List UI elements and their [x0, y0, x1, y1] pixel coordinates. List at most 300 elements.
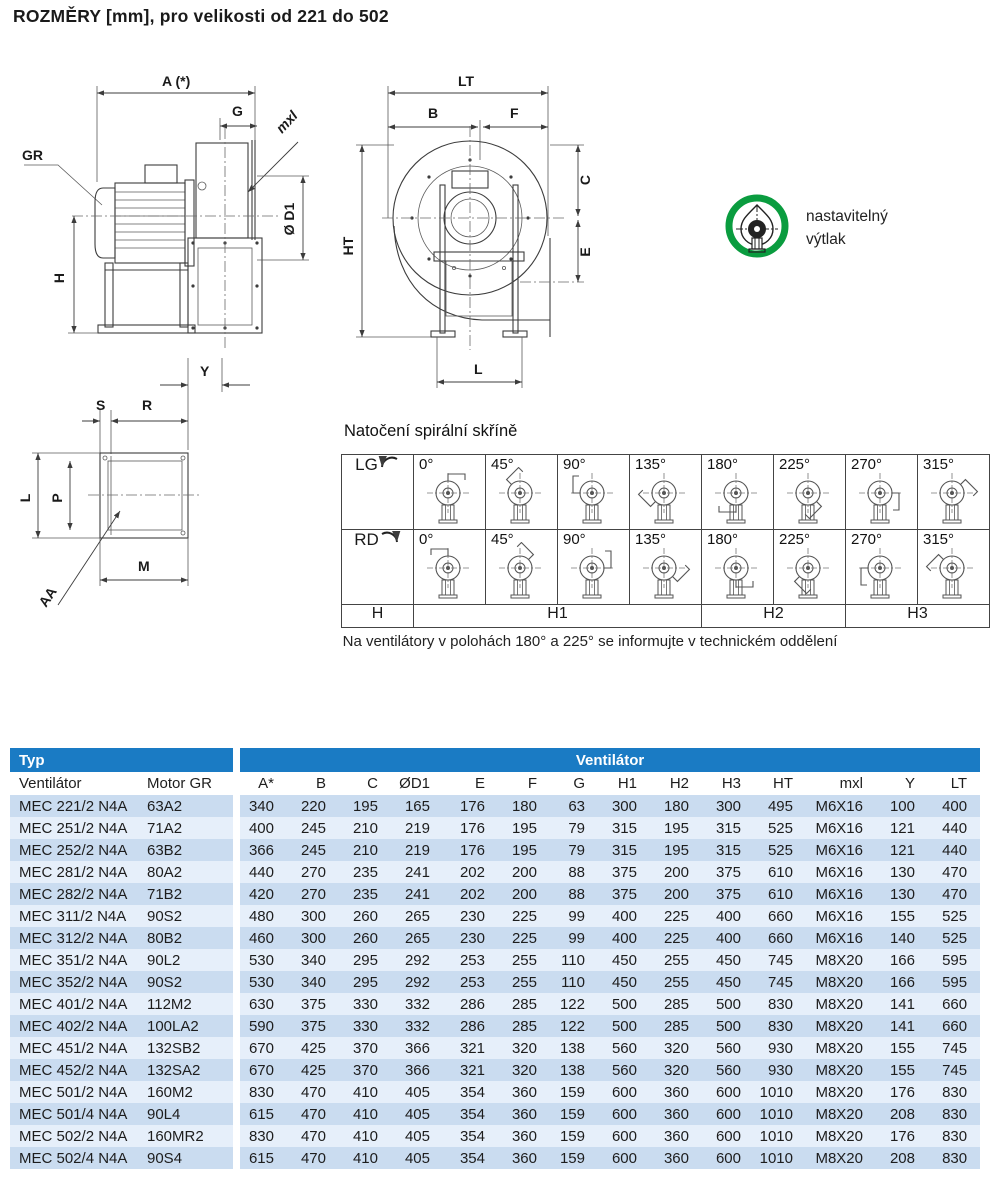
cell-dimension: M8X20 [806, 1125, 876, 1147]
page-title: ROZMĚRY [mm], pro velikosti od 221 do 502 [13, 6, 389, 26]
cell-dimension: 595 [928, 949, 980, 971]
dim-label-m: M [138, 558, 150, 574]
cell-dimension: 525 [928, 905, 980, 927]
cell-ventilator-type: MEC 311/2 N4A [10, 905, 145, 927]
cell-dimension: 560 [598, 1059, 650, 1081]
cell-dimension: 176 [876, 1125, 928, 1147]
cell-dimension: M6X16 [806, 861, 876, 883]
column-header-g: G [550, 772, 598, 795]
cell-dimension: 285 [498, 993, 550, 1015]
column-separator [233, 927, 240, 949]
cell-dimension: 600 [702, 1125, 754, 1147]
column-separator [233, 748, 240, 772]
dim-label-r: R [142, 397, 153, 413]
cell-dimension: 360 [498, 1103, 550, 1125]
cell-dimension: 600 [598, 1125, 650, 1147]
column-separator [233, 772, 240, 795]
cell-ventilator-type: MEC 252/2 N4A [10, 839, 145, 861]
table-row [10, 1081, 980, 1103]
dim-label-e: E [577, 247, 593, 257]
dim-label-c: C [577, 174, 593, 186]
badge-label-line1: nastavitelný [806, 207, 888, 225]
cell-motor-gr: 63A2 [145, 795, 233, 817]
cell-motor-gr: 63B2 [145, 839, 233, 861]
cell-dimension: 500 [598, 1015, 650, 1037]
cell-ventilator-type: MEC 352/2 N4A [10, 971, 145, 993]
badge-label [806, 205, 888, 252]
cell-dimension: 405 [391, 1147, 443, 1169]
cell-dimension: 500 [598, 993, 650, 1015]
cell-ventilator-type: MEC 501/2 N4A [10, 1081, 145, 1103]
cell-dimension: 470 [928, 861, 980, 883]
column-header-lt: LT [928, 772, 980, 795]
dim-label-y: Y [200, 363, 210, 379]
cell-dimension: 166 [876, 971, 928, 993]
cell-dimension: 495 [754, 795, 806, 817]
column-separator [233, 883, 240, 905]
volute-icon [925, 542, 983, 602]
side-view-drawing [10, 70, 332, 362]
cell-dimension: 745 [928, 1037, 980, 1059]
cell-dimension: 405 [391, 1103, 443, 1125]
column-separator [233, 971, 240, 993]
table-row [10, 1015, 980, 1037]
cell-dimension: 360 [498, 1125, 550, 1147]
column-separator [233, 817, 240, 839]
cell-dimension: 354 [443, 1147, 498, 1169]
cell-dimension: 450 [702, 971, 754, 993]
cell-dimension: 375 [702, 883, 754, 905]
cell-dimension: 180 [650, 795, 702, 817]
column-header-mxl: mxl [806, 772, 876, 795]
cell-dimension: 176 [443, 795, 498, 817]
volute-icon [925, 467, 983, 527]
cell-dimension: 321 [443, 1059, 498, 1081]
cell-dimension: 354 [443, 1103, 498, 1125]
rotation-angle: 225° [779, 456, 811, 473]
rotation-cell [702, 530, 774, 605]
cell-dimension: 285 [498, 1015, 550, 1037]
table-row [10, 1103, 980, 1125]
cell-dimension: M6X16 [806, 839, 876, 861]
cell-dimension: M8X20 [806, 993, 876, 1015]
cell-ventilator-type: MEC 452/2 N4A [10, 1059, 145, 1081]
cell-dimension: 159 [550, 1103, 598, 1125]
column-header-d1: ØD1 [391, 772, 443, 795]
table-row [10, 817, 980, 839]
cell-dimension: 1010 [754, 1081, 806, 1103]
cell-dimension: 195 [650, 817, 702, 839]
cell-dimension: 110 [550, 971, 598, 993]
cell-dimension: 615 [240, 1147, 287, 1169]
cell-dimension: 340 [287, 949, 339, 971]
dim-label-l: L [17, 493, 33, 503]
cell-dimension: 100 [876, 795, 928, 817]
cell-dimension: 270 [287, 861, 339, 883]
column-separator [233, 839, 240, 861]
cell-dimension: M6X16 [806, 817, 876, 839]
rotation-footer-cell: H1 [414, 605, 702, 628]
cell-dimension: 63 [550, 795, 598, 817]
cell-dimension: 195 [498, 817, 550, 839]
table-row [10, 1037, 980, 1059]
rotation-section-title: Natočení spirální skříně [344, 422, 518, 440]
cell-dimension: 615 [240, 1103, 287, 1125]
adjustable-outlet-badge [722, 192, 972, 264]
rotation-footer-cell: H3 [846, 605, 990, 628]
cell-dimension: 202 [443, 883, 498, 905]
cell-dimension: 286 [443, 993, 498, 1015]
cell-dimension: M8X20 [806, 1147, 876, 1169]
cell-dimension: 285 [650, 1015, 702, 1037]
rotation-cell [414, 530, 486, 605]
cell-dimension: 400 [702, 927, 754, 949]
dim-label-ht: HT [340, 236, 356, 256]
cell-ventilator-type: MEC 451/2 N4A [10, 1037, 145, 1059]
cell-dimension: 230 [443, 905, 498, 927]
cell-dimension: 253 [443, 949, 498, 971]
cell-dimension: 99 [550, 927, 598, 949]
cell-dimension: 208 [876, 1147, 928, 1169]
cell-dimension: 79 [550, 817, 598, 839]
cell-dimension: 220 [287, 795, 339, 817]
rotation-angle: 0° [419, 531, 434, 548]
volute-icon [853, 542, 911, 602]
cell-dimension: 610 [754, 883, 806, 905]
cell-dimension: 265 [391, 927, 443, 949]
cell-dimension: 440 [928, 839, 980, 861]
rotation-angle: 90° [563, 456, 586, 473]
cell-dimension: 360 [498, 1147, 550, 1169]
cell-dimension: M8X20 [806, 949, 876, 971]
cell-dimension: 320 [650, 1037, 702, 1059]
cell-dimension: 292 [391, 949, 443, 971]
table-row [10, 971, 980, 993]
dim-label-lt: LT [458, 73, 475, 89]
cell-motor-gr: 71B2 [145, 883, 233, 905]
cell-dimension: 410 [339, 1147, 391, 1169]
column-header-f: F [498, 772, 550, 795]
volute-icon [781, 542, 839, 602]
cell-dimension: M6X16 [806, 883, 876, 905]
cell-dimension: 366 [391, 1059, 443, 1081]
rotation-row-lg [342, 455, 990, 530]
table-row [10, 861, 980, 883]
cell-dimension: 122 [550, 993, 598, 1015]
dimension-table [10, 748, 980, 1169]
cell-dimension: 130 [876, 861, 928, 883]
cell-motor-gr: 160MR2 [145, 1125, 233, 1147]
cell-dimension: 745 [928, 1059, 980, 1081]
cell-dimension: 354 [443, 1125, 498, 1147]
rotation-cell [630, 455, 702, 530]
rotation-footer-row [342, 605, 990, 628]
cell-dimension: 450 [702, 949, 754, 971]
cell-dimension: 210 [339, 817, 391, 839]
column-header-y: Y [876, 772, 928, 795]
table-row [10, 949, 980, 971]
cell-dimension: 200 [650, 861, 702, 883]
cell-dimension: 235 [339, 883, 391, 905]
group-header-typ: Typ [10, 748, 233, 772]
rotation-cell [486, 530, 558, 605]
cell-dimension: 235 [339, 861, 391, 883]
cell-dimension: 670 [240, 1059, 287, 1081]
cell-dimension: 315 [702, 817, 754, 839]
table-row [10, 993, 980, 1015]
cell-dimension: 225 [498, 905, 550, 927]
bottom-view-drawing [10, 358, 332, 632]
cell-dimension: 370 [339, 1059, 391, 1081]
cell-dimension: 88 [550, 883, 598, 905]
cell-dimension: 176 [876, 1081, 928, 1103]
dim-label-f: F [510, 105, 519, 121]
rotation-footer-cell: H2 [702, 605, 846, 628]
dim-label-p: P [49, 493, 65, 503]
cell-dimension: 1010 [754, 1103, 806, 1125]
cell-dimension: 660 [754, 905, 806, 927]
cell-dimension: 930 [754, 1037, 806, 1059]
cell-dimension: M8X20 [806, 971, 876, 993]
cell-dimension: 138 [550, 1037, 598, 1059]
dim-label-s: S [96, 397, 106, 413]
ccw-arrow-icon [378, 456, 400, 470]
dim-label-d1: Ø D1 [281, 202, 297, 236]
cell-dimension: 200 [498, 883, 550, 905]
cell-dimension: 166 [876, 949, 928, 971]
cell-dimension: 470 [287, 1125, 339, 1147]
cell-dimension: 159 [550, 1125, 598, 1147]
volute-icon [781, 467, 839, 527]
cell-dimension: 286 [443, 1015, 498, 1037]
cell-dimension: 595 [928, 971, 980, 993]
cell-dimension: 270 [287, 883, 339, 905]
cell-dimension: M6X16 [806, 795, 876, 817]
column-separator [233, 861, 240, 883]
rotation-cell [774, 530, 846, 605]
cell-motor-gr: 160M2 [145, 1081, 233, 1103]
cell-dimension: 315 [702, 839, 754, 861]
rotation-row-rd [342, 530, 990, 605]
cell-dimension: 332 [391, 1015, 443, 1037]
cell-dimension: 366 [391, 1037, 443, 1059]
column-header-b: B [287, 772, 339, 795]
rotation-angle: 135° [635, 531, 667, 548]
cell-dimension: 360 [498, 1081, 550, 1103]
cell-dimension: 219 [391, 817, 443, 839]
rotation-note: Na ventilátory v polohách 180° a 225° se informujte v technickém oddělení [342, 633, 838, 650]
cell-dimension: 245 [287, 817, 339, 839]
cell-dimension: 141 [876, 1015, 928, 1037]
cell-dimension: 241 [391, 883, 443, 905]
cell-ventilator-type: MEC 401/2 N4A [10, 993, 145, 1015]
cell-dimension: M8X20 [806, 1059, 876, 1081]
cell-dimension: 122 [550, 1015, 598, 1037]
cell-dimension: 315 [598, 839, 650, 861]
cell-dimension: 405 [391, 1081, 443, 1103]
rotation-angle: 270° [851, 531, 883, 548]
column-separator [233, 1059, 240, 1081]
cell-dimension: 360 [650, 1125, 702, 1147]
cell-motor-gr: 90L4 [145, 1103, 233, 1125]
rotation-direction-label: RD [354, 530, 379, 549]
column-header-h3: H3 [702, 772, 754, 795]
cell-dimension: 155 [876, 1037, 928, 1059]
rotation-footer-cell: H [342, 605, 414, 628]
cell-dimension: 253 [443, 971, 498, 993]
cell-dimension: 130 [876, 883, 928, 905]
cell-dimension: 320 [498, 1059, 550, 1081]
cell-dimension: 375 [287, 1015, 339, 1037]
column-separator [233, 993, 240, 1015]
rotation-angle: 90° [563, 531, 586, 548]
column-separator [233, 795, 240, 817]
cell-dimension: 830 [928, 1125, 980, 1147]
cell-dimension: 360 [650, 1103, 702, 1125]
table-row [10, 795, 980, 817]
cell-dimension: 530 [240, 971, 287, 993]
cell-dimension: M8X20 [806, 1081, 876, 1103]
cell-dimension: 530 [240, 949, 287, 971]
cell-ventilator-type: MEC 281/2 N4A [10, 861, 145, 883]
cell-dimension: M8X20 [806, 1037, 876, 1059]
cell-motor-gr: 90S2 [145, 905, 233, 927]
cell-dimension: 300 [598, 795, 650, 817]
adjustable-outlet-icon [722, 193, 792, 263]
cell-dimension: 670 [240, 1037, 287, 1059]
cell-dimension: 410 [339, 1081, 391, 1103]
rotation-angle: 135° [635, 456, 667, 473]
cell-dimension: 138 [550, 1059, 598, 1081]
column-header-e: E [443, 772, 498, 795]
column-separator [233, 1037, 240, 1059]
dim-label-h: H [51, 272, 67, 284]
cell-dimension: 525 [928, 927, 980, 949]
column-separator [233, 1103, 240, 1125]
cell-dimension: 121 [876, 839, 928, 861]
volute-icon [709, 542, 767, 602]
column-header-ventiltor: Ventilátor [10, 772, 145, 795]
cell-dimension: 1010 [754, 1147, 806, 1169]
cell-dimension: 99 [550, 905, 598, 927]
cell-dimension: 410 [339, 1103, 391, 1125]
cell-dimension: 202 [443, 861, 498, 883]
rotation-row-label [342, 455, 414, 530]
rotation-cell [558, 530, 630, 605]
volute-icon [493, 467, 551, 527]
cell-dimension: 225 [650, 927, 702, 949]
column-separator [233, 1125, 240, 1147]
cell-dimension: 255 [498, 949, 550, 971]
rotation-cell [846, 455, 918, 530]
cell-dimension: 255 [650, 949, 702, 971]
column-header-c: C [339, 772, 391, 795]
cell-dimension: 159 [550, 1081, 598, 1103]
cell-dimension: M8X20 [806, 1015, 876, 1037]
dim-label-b: B [428, 105, 439, 121]
dim-label-front-l: L [474, 361, 483, 377]
cell-dimension: M8X20 [806, 1103, 876, 1125]
group-header-ventilator: Ventilátor [240, 748, 980, 772]
rotation-table [341, 454, 990, 628]
rotation-cell [702, 455, 774, 530]
volute-icon [565, 467, 623, 527]
cell-dimension: M6X16 [806, 927, 876, 949]
cell-ventilator-type: MEC 282/2 N4A [10, 883, 145, 905]
rotation-cell [918, 455, 990, 530]
column-separator [233, 905, 240, 927]
cell-dimension: 230 [443, 927, 498, 949]
volute-icon [637, 542, 695, 602]
cell-dimension: 159 [550, 1147, 598, 1169]
table-group-header [10, 748, 980, 772]
cell-ventilator-type: MEC 351/2 N4A [10, 949, 145, 971]
cell-motor-gr: 90L2 [145, 949, 233, 971]
column-header-h1: H1 [598, 772, 650, 795]
column-separator [233, 949, 240, 971]
cell-dimension: 745 [754, 971, 806, 993]
cell-motor-gr: 90S4 [145, 1147, 233, 1169]
cell-dimension: 745 [754, 949, 806, 971]
cell-dimension: 245 [287, 839, 339, 861]
cell-dimension: 360 [650, 1081, 702, 1103]
cell-dimension: 315 [598, 817, 650, 839]
column-header-h2: H2 [650, 772, 702, 795]
cell-dimension: 470 [287, 1081, 339, 1103]
column-separator [233, 1081, 240, 1103]
volute-icon [853, 467, 911, 527]
cell-dimension: 460 [240, 927, 287, 949]
cell-dimension: 560 [598, 1037, 650, 1059]
cell-ventilator-type: MEC 402/2 N4A [10, 1015, 145, 1037]
cell-dimension: 375 [598, 883, 650, 905]
cell-dimension: 121 [876, 817, 928, 839]
cell-dimension: 110 [550, 949, 598, 971]
cell-dimension: 500 [702, 1015, 754, 1037]
cell-ventilator-type: MEC 502/4 N4A [10, 1147, 145, 1169]
cell-motor-gr: 80A2 [145, 861, 233, 883]
cell-dimension: 590 [240, 1015, 287, 1037]
volute-icon [421, 542, 479, 602]
cell-dimension: 155 [876, 905, 928, 927]
cell-dimension: 470 [287, 1103, 339, 1125]
rotation-cell [558, 455, 630, 530]
cell-dimension: 255 [650, 971, 702, 993]
rotation-cell [774, 455, 846, 530]
table-row [10, 1147, 980, 1169]
rotation-angle: 315° [923, 531, 955, 548]
cell-dimension: 260 [339, 905, 391, 927]
cell-dimension: 600 [702, 1081, 754, 1103]
cell-motor-gr: 132SA2 [145, 1059, 233, 1081]
dim-label-aa: AA [35, 583, 60, 610]
badge-label-line2: výtlak [806, 231, 846, 248]
table-row [10, 1125, 980, 1147]
cell-dimension: 340 [287, 971, 339, 993]
column-header-a: A* [240, 772, 287, 795]
cell-dimension: 140 [876, 927, 928, 949]
volute-icon [421, 467, 479, 527]
cell-dimension: 525 [754, 817, 806, 839]
cell-dimension: 88 [550, 861, 598, 883]
rotation-row-label [342, 530, 414, 605]
cell-dimension: 400 [928, 795, 980, 817]
cell-dimension: 208 [876, 1103, 928, 1125]
cell-dimension: 830 [754, 993, 806, 1015]
cell-dimension: 600 [598, 1081, 650, 1103]
rotation-angle: 45° [491, 456, 514, 473]
cell-dimension: 354 [443, 1081, 498, 1103]
